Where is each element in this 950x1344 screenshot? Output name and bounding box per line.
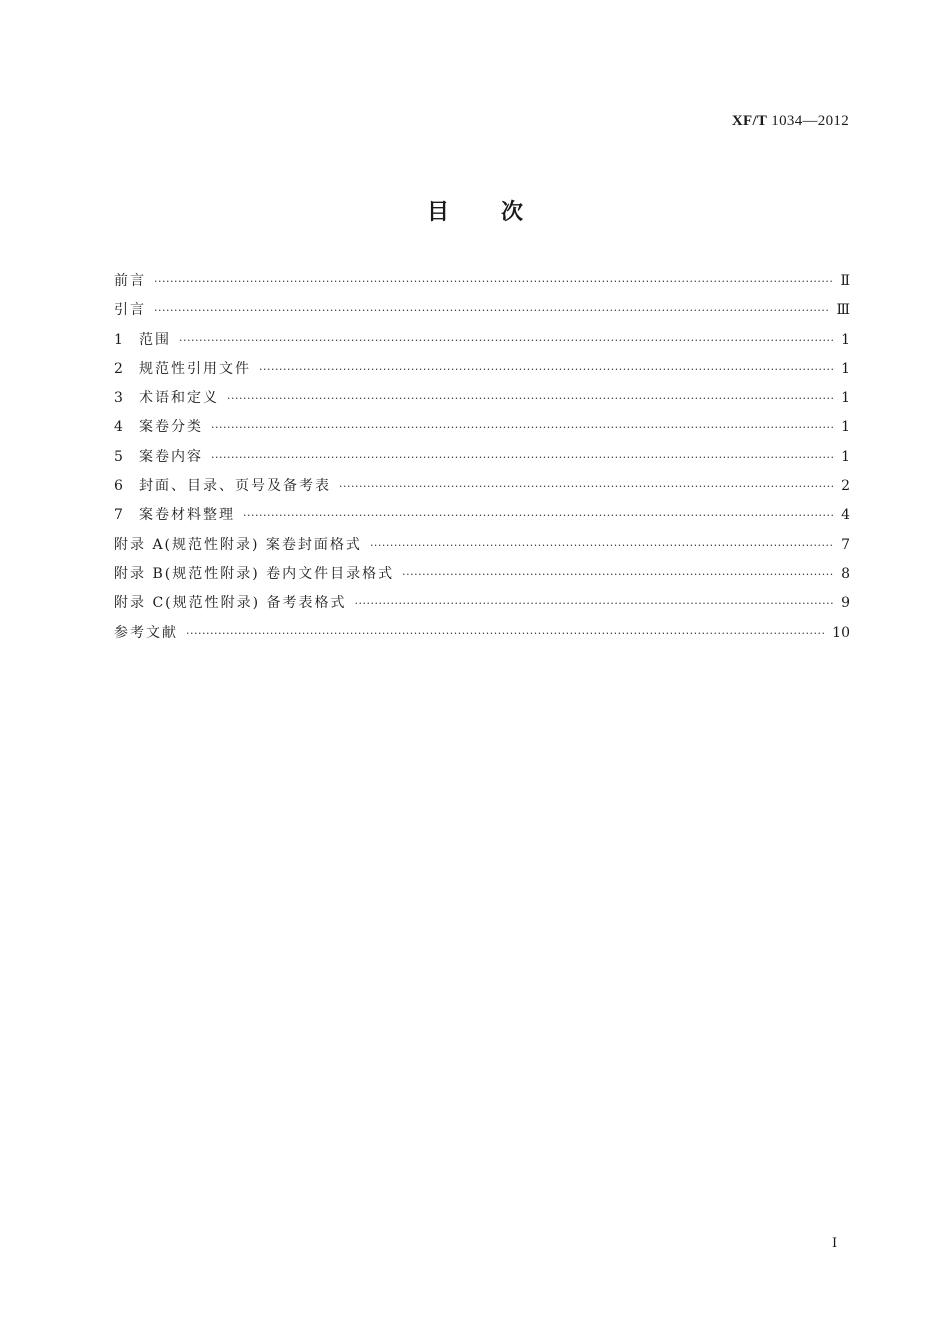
toc-entry-page: 1: [841, 448, 850, 465]
toc-entry-bibliography[interactable]: [114, 622, 850, 651]
toc-leader-dots: [355, 597, 834, 610]
toc-entry-page: Ⅱ: [840, 273, 850, 289]
toc-entry-label: 附录 A(规范性附录) 案卷封面格式: [114, 536, 362, 553]
toc-entry-page: 7: [841, 536, 850, 553]
toc-entry-page: 1: [841, 331, 850, 348]
toc-entry-introduction[interactable]: [114, 299, 850, 328]
toc-entry-page: 2: [841, 478, 850, 495]
toc-entry-classification[interactable]: [114, 416, 850, 445]
toc-entry-label: 附录 C(规范性附录) 备考表格式: [114, 595, 347, 612]
toc-entry-label: 引言: [114, 302, 146, 319]
toc-entry-appendix-b[interactable]: [114, 563, 850, 592]
toc-entry-page: 1: [841, 360, 850, 377]
toc-entry-label: 参考文献: [114, 624, 178, 641]
page-number: I: [832, 1236, 838, 1251]
toc-entry-label: 附录 B(规范性附录) 卷内文件目录格式: [114, 565, 395, 582]
toc-entry-page: 4: [841, 507, 850, 524]
toc-entry-number: 3: [114, 390, 123, 407]
toc-entry-page: 1: [841, 419, 850, 436]
toc-leader-dots: [211, 421, 834, 434]
table-of-contents: [114, 270, 850, 651]
toc-entry-page: 1: [841, 390, 850, 407]
page-title: 目次: [426, 200, 575, 225]
toc-entry-appendix-c[interactable]: [114, 592, 850, 621]
toc-leader-dots: [259, 363, 834, 376]
standard-number: 1034—2012: [771, 113, 849, 129]
toc-leader-dots: [154, 304, 830, 317]
toc-leader-dots: [179, 334, 834, 347]
standard-code: [732, 113, 849, 130]
toc-entry-number: 1: [114, 331, 123, 348]
toc-entry-label: 术语和定义: [139, 390, 219, 407]
toc-entry-label: 封面、目录、页号及备考表: [139, 478, 331, 495]
toc-entry-number: 6: [114, 478, 123, 495]
toc-entry-scope[interactable]: [114, 329, 850, 358]
toc-entry-terms[interactable]: [114, 387, 850, 416]
toc-entry-label: 前言: [114, 273, 146, 289]
toc-leader-dots: [402, 568, 834, 581]
toc-entry-label: 范围: [139, 331, 171, 348]
toc-leader-dots: [243, 509, 834, 522]
toc-entry-number: 4: [114, 419, 123, 436]
toc-entry-number: 2: [114, 360, 123, 377]
toc-leader-dots: [370, 539, 834, 552]
toc-entry-normative-references[interactable]: [114, 358, 850, 387]
toc-entry-page: 8: [841, 565, 850, 582]
toc-entry-materials[interactable]: [114, 504, 850, 533]
standard-prefix: XF/T: [731, 113, 768, 129]
toc-entry-foreword[interactable]: [114, 270, 850, 299]
toc-entry-page: 10: [832, 624, 850, 641]
toc-entry-content[interactable]: [114, 446, 850, 475]
toc-leader-dots: [186, 627, 826, 640]
toc-entry-cover-catalog[interactable]: [114, 475, 850, 504]
toc-entry-label: 案卷内容: [139, 448, 203, 465]
toc-entry-appendix-a[interactable]: [114, 534, 850, 563]
toc-leader-dots: [154, 275, 834, 288]
toc-entry-label: 案卷材料整理: [139, 507, 235, 524]
toc-entry-label: 规范性引用文件: [139, 360, 251, 377]
toc-leader-dots: [211, 451, 834, 464]
toc-entry-number: 7: [114, 507, 123, 524]
toc-entry-page: 9: [841, 595, 850, 612]
toc-entry-page: Ⅲ: [836, 302, 850, 319]
toc-entry-number: 5: [114, 448, 123, 465]
toc-leader-dots: [339, 480, 834, 493]
toc-entry-label: 案卷分类: [139, 419, 203, 436]
toc-leader-dots: [227, 392, 834, 405]
